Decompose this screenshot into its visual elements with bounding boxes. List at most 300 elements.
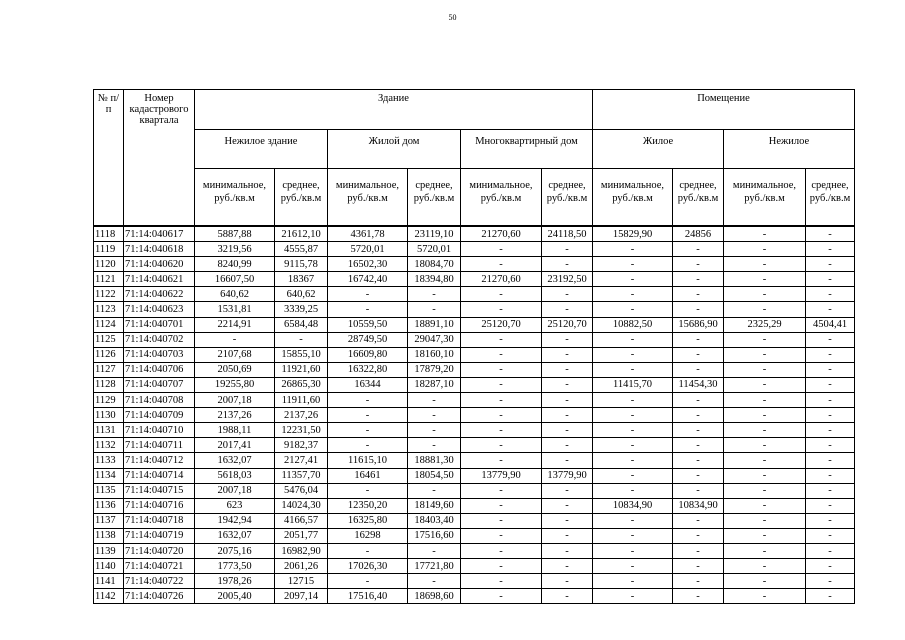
nonres-building-avg-cell: 2061,26 [275, 559, 328, 574]
cadastral-number-cell: 71:14:040726 [124, 589, 195, 604]
apartment-min-cell: - [461, 513, 542, 528]
res-house-avg-cell: 18394,80 [408, 272, 461, 287]
table-row [94, 272, 855, 287]
res-premises-min-cell: - [593, 287, 673, 302]
row-number-cell: 1122 [94, 287, 124, 302]
nonres-premises-avg-cell: - [806, 438, 855, 453]
nonres-premises-min-cell: - [724, 589, 806, 604]
group-premises-header: Помещение [593, 90, 855, 130]
nonres-premises-min-cell: - [724, 393, 806, 408]
nonres-building-avg-cell: 6584,48 [275, 317, 328, 332]
cadastral-number-cell: 71:14:040714 [124, 468, 195, 483]
row-number-cell: 1139 [94, 543, 124, 558]
row-number-cell: 1131 [94, 423, 124, 438]
avg-price-header: среднее, руб./кв.м [673, 169, 724, 227]
nonres-premises-min-cell: - [724, 543, 806, 558]
nonres-building-min-cell: 5887,88 [195, 226, 275, 242]
res-house-min-cell: - [328, 423, 408, 438]
nonres-building-avg-cell: 9182,37 [275, 438, 328, 453]
apartment-avg-cell: - [542, 408, 593, 423]
res-house-min-cell: - [328, 438, 408, 453]
res-premises-avg-cell: - [673, 453, 724, 468]
min-price-header: минимальное, руб./кв.м [724, 169, 806, 227]
apartment-min-cell: - [461, 574, 542, 589]
nonres-premises-avg-cell: - [806, 528, 855, 543]
res-house-min-cell: 16609,80 [328, 347, 408, 362]
cadastral-number-cell: 71:14:040706 [124, 362, 195, 377]
nonres-premises-min-cell: - [724, 226, 806, 242]
res-premises-min-cell: - [593, 257, 673, 272]
col-number-header: № п/п [94, 90, 124, 227]
res-premises-avg-cell: - [673, 257, 724, 272]
table-body [94, 226, 855, 604]
apartment-min-cell: - [461, 332, 542, 347]
apartment-avg-cell: 25120,70 [542, 317, 593, 332]
res-house-avg-cell: 17879,20 [408, 362, 461, 377]
apartment-min-cell: - [461, 287, 542, 302]
res-house-avg-cell: 18149,60 [408, 498, 461, 513]
table-row [94, 347, 855, 362]
nonres-building-min-cell: 2007,18 [195, 483, 275, 498]
nonres-premises-avg-cell: - [806, 257, 855, 272]
nonres-premises-min-cell: - [724, 559, 806, 574]
nonres-building-min-cell: 2137,26 [195, 408, 275, 423]
nonres-building-min-cell: 2107,68 [195, 347, 275, 362]
table-row [94, 226, 855, 242]
min-price-header: минимальное, руб./кв.м [461, 169, 542, 227]
res-premises-avg-cell: - [673, 438, 724, 453]
table-row [94, 362, 855, 377]
nonres-building-min-cell: 2007,18 [195, 393, 275, 408]
res-premises-min-cell: - [593, 453, 673, 468]
nonres-building-min-cell: 3219,56 [195, 242, 275, 257]
avg-price-header: среднее, руб./кв.м [408, 169, 461, 227]
nonres-premises-min-cell: - [724, 347, 806, 362]
nonres-building-min-cell: 1773,50 [195, 559, 275, 574]
nonres-premises-min-cell: - [724, 483, 806, 498]
res-house-min-cell: - [328, 483, 408, 498]
table-row [94, 257, 855, 272]
row-number-cell: 1135 [94, 483, 124, 498]
cadastral-number-cell: 71:14:040712 [124, 453, 195, 468]
row-number-cell: 1126 [94, 347, 124, 362]
apartment-min-cell: 21270,60 [461, 272, 542, 287]
nonres-building-min-cell: 1978,26 [195, 574, 275, 589]
nonres-premises-min-cell: - [724, 438, 806, 453]
apartment-min-cell: - [461, 257, 542, 272]
table-row [94, 468, 855, 483]
row-number-cell: 1133 [94, 453, 124, 468]
res-house-min-cell: 12350,20 [328, 498, 408, 513]
apartment-min-cell: - [461, 453, 542, 468]
res-premises-avg-cell: - [673, 272, 724, 287]
res-premises-min-cell: - [593, 347, 673, 362]
res-premises-avg-cell: - [673, 347, 724, 362]
res-premises-avg-cell: 15686,90 [673, 317, 724, 332]
apartment-avg-cell: 13779,90 [542, 468, 593, 483]
res-premises-avg-cell: - [673, 528, 724, 543]
res-house-min-cell: 16325,80 [328, 513, 408, 528]
page-number: 50 [448, 13, 457, 22]
res-house-min-cell: 4361,78 [328, 226, 408, 242]
sub-residential-house-header: Жилой дом [328, 130, 461, 169]
cadastral-number-cell: 71:14:040623 [124, 302, 195, 317]
res-premises-min-cell: - [593, 543, 673, 558]
res-premises-avg-cell: - [673, 559, 724, 574]
res-house-avg-cell: 5720,01 [408, 242, 461, 257]
res-premises-min-cell: - [593, 438, 673, 453]
res-house-avg-cell: 18054,50 [408, 468, 461, 483]
cadastral-number-cell: 71:14:040707 [124, 377, 195, 392]
apartment-avg-cell: - [542, 302, 593, 317]
res-premises-min-cell: 10882,50 [593, 317, 673, 332]
nonres-premises-avg-cell: - [806, 226, 855, 242]
table-row [94, 423, 855, 438]
row-number-cell: 1129 [94, 393, 124, 408]
cadastral-number-cell: 71:14:040721 [124, 559, 195, 574]
res-house-min-cell: - [328, 302, 408, 317]
nonres-premises-avg-cell: - [806, 468, 855, 483]
cadastral-number-cell: 71:14:040703 [124, 347, 195, 362]
apartment-min-cell: - [461, 483, 542, 498]
res-premises-avg-cell: - [673, 589, 724, 604]
nonres-building-avg-cell: 21612,10 [275, 226, 328, 242]
res-house-avg-cell: 17516,60 [408, 528, 461, 543]
res-house-min-cell: - [328, 287, 408, 302]
cadastral-number-cell: 71:14:040719 [124, 528, 195, 543]
nonres-premises-avg-cell: - [806, 513, 855, 528]
sub-nonresidential-building-header: Нежилое здание [195, 130, 328, 169]
res-premises-min-cell: - [593, 574, 673, 589]
nonres-building-min-cell: 2214,91 [195, 317, 275, 332]
cadastral-number-cell: 71:14:040618 [124, 242, 195, 257]
res-house-min-cell: 17516,40 [328, 589, 408, 604]
cadastral-number-cell: 71:14:040622 [124, 287, 195, 302]
nonres-premises-min-cell: - [724, 574, 806, 589]
nonres-premises-avg-cell: - [806, 393, 855, 408]
nonres-building-min-cell: 2075,16 [195, 543, 275, 558]
row-number-cell: 1118 [94, 226, 124, 242]
apartment-avg-cell: - [542, 589, 593, 604]
apartment-min-cell: - [461, 559, 542, 574]
nonres-premises-min-cell: - [724, 513, 806, 528]
row-number-cell: 1120 [94, 257, 124, 272]
table-row [94, 483, 855, 498]
nonres-premises-avg-cell: 4504,41 [806, 317, 855, 332]
res-house-avg-cell: 18881,30 [408, 453, 461, 468]
nonres-premises-min-cell: - [724, 287, 806, 302]
avg-price-header: среднее, руб./кв.м [806, 169, 855, 227]
cadastral-number-cell: 71:14:040702 [124, 332, 195, 347]
res-house-avg-cell: 23119,10 [408, 226, 461, 242]
res-premises-avg-cell: - [673, 242, 724, 257]
row-number-cell: 1136 [94, 498, 124, 513]
apartment-min-cell: - [461, 393, 542, 408]
row-number-cell: 1124 [94, 317, 124, 332]
nonres-building-min-cell: 16607,50 [195, 272, 275, 287]
cadastral-number-cell: 71:14:040620 [124, 257, 195, 272]
cadastral-number-cell: 71:14:040722 [124, 574, 195, 589]
sub-apartment-building-header: Многоквартирный дом [461, 130, 593, 169]
nonres-building-avg-cell: 2051,77 [275, 528, 328, 543]
apartment-min-cell: - [461, 408, 542, 423]
nonres-premises-avg-cell: - [806, 332, 855, 347]
apartment-min-cell: 25120,70 [461, 317, 542, 332]
res-house-min-cell: 28749,50 [328, 332, 408, 347]
res-house-avg-cell: - [408, 423, 461, 438]
res-premises-min-cell: - [593, 272, 673, 287]
res-house-avg-cell: 18698,60 [408, 589, 461, 604]
apartment-avg-cell: - [542, 347, 593, 362]
table-row [94, 287, 855, 302]
apartment-avg-cell: - [542, 393, 593, 408]
nonres-building-min-cell: 2050,69 [195, 362, 275, 377]
nonres-premises-min-cell: - [724, 528, 806, 543]
table-row [94, 393, 855, 408]
nonres-premises-min-cell: - [724, 468, 806, 483]
table-row [94, 453, 855, 468]
nonres-building-avg-cell: 16982,90 [275, 543, 328, 558]
nonres-building-min-cell: 1531,81 [195, 302, 275, 317]
apartment-avg-cell: - [542, 377, 593, 392]
nonres-premises-min-cell: - [724, 423, 806, 438]
res-house-min-cell: 5720,01 [328, 242, 408, 257]
nonres-premises-min-cell: - [724, 453, 806, 468]
res-house-avg-cell: - [408, 574, 461, 589]
res-house-min-cell: 17026,30 [328, 559, 408, 574]
nonres-building-min-cell: - [195, 332, 275, 347]
res-house-min-cell: 16742,40 [328, 272, 408, 287]
nonres-premises-avg-cell: - [806, 423, 855, 438]
res-house-min-cell: 16344 [328, 377, 408, 392]
res-house-min-cell: - [328, 408, 408, 423]
nonres-premises-avg-cell: - [806, 362, 855, 377]
res-house-avg-cell: - [408, 438, 461, 453]
nonres-premises-avg-cell: - [806, 498, 855, 513]
nonres-building-min-cell: 623 [195, 498, 275, 513]
res-house-min-cell: 16298 [328, 528, 408, 543]
nonres-building-avg-cell: 15855,10 [275, 347, 328, 362]
table-row [94, 528, 855, 543]
apartment-min-cell: - [461, 347, 542, 362]
res-house-min-cell: 16461 [328, 468, 408, 483]
nonres-building-avg-cell: 2127,41 [275, 453, 328, 468]
apartment-avg-cell: 23192,50 [542, 272, 593, 287]
res-premises-min-cell: - [593, 423, 673, 438]
nonres-building-avg-cell: 2097,14 [275, 589, 328, 604]
table-row [94, 498, 855, 513]
apartment-avg-cell: - [542, 498, 593, 513]
nonres-premises-avg-cell: - [806, 242, 855, 257]
table-row [94, 589, 855, 604]
table-row [94, 438, 855, 453]
nonres-building-avg-cell: 4555,87 [275, 242, 328, 257]
res-premises-avg-cell: 10834,90 [673, 498, 724, 513]
row-number-cell: 1119 [94, 242, 124, 257]
nonres-building-avg-cell: 640,62 [275, 287, 328, 302]
res-premises-min-cell: 15829,90 [593, 226, 673, 242]
cadastral-number-cell: 71:14:040715 [124, 483, 195, 498]
avg-price-header: среднее, руб./кв.м [275, 169, 328, 227]
res-premises-min-cell: - [593, 302, 673, 317]
nonres-building-avg-cell: 11357,70 [275, 468, 328, 483]
nonres-building-min-cell: 5618,03 [195, 468, 275, 483]
res-house-avg-cell: 18084,70 [408, 257, 461, 272]
nonres-premises-avg-cell: - [806, 453, 855, 468]
nonres-premises-min-cell: - [724, 302, 806, 317]
apartment-min-cell: - [461, 377, 542, 392]
nonres-premises-min-cell: - [724, 242, 806, 257]
res-house-avg-cell: 18287,10 [408, 377, 461, 392]
apartment-min-cell: - [461, 242, 542, 257]
res-premises-min-cell: - [593, 589, 673, 604]
min-price-header: минимальное, руб./кв.м [328, 169, 408, 227]
nonres-building-avg-cell: 12231,50 [275, 423, 328, 438]
res-premises-min-cell: - [593, 408, 673, 423]
row-number-cell: 1130 [94, 408, 124, 423]
apartment-min-cell: - [461, 438, 542, 453]
nonres-premises-avg-cell: - [806, 377, 855, 392]
nonres-premises-avg-cell: - [806, 483, 855, 498]
row-number-cell: 1132 [94, 438, 124, 453]
group-building-header: Здание [195, 90, 593, 130]
nonres-building-min-cell: 640,62 [195, 287, 275, 302]
cadastral-number-cell: 71:14:040720 [124, 543, 195, 558]
table-row [94, 543, 855, 558]
table-row [94, 559, 855, 574]
apartment-avg-cell: - [542, 332, 593, 347]
row-number-cell: 1140 [94, 559, 124, 574]
res-premises-avg-cell: - [673, 332, 724, 347]
nonres-premises-min-cell: 2325,29 [724, 317, 806, 332]
apartment-avg-cell: - [542, 257, 593, 272]
res-premises-avg-cell: 11454,30 [673, 377, 724, 392]
cadastral-number-cell: 71:14:040617 [124, 226, 195, 242]
res-house-min-cell: 16322,80 [328, 362, 408, 377]
res-house-avg-cell: - [408, 408, 461, 423]
apartment-min-cell: - [461, 362, 542, 377]
col-cadastral-header: Номер кадастрового квартала [124, 90, 195, 227]
nonres-building-min-cell: 8240,99 [195, 257, 275, 272]
row-number-cell: 1128 [94, 377, 124, 392]
res-premises-avg-cell: - [673, 543, 724, 558]
table-row [94, 513, 855, 528]
res-premises-min-cell: 10834,90 [593, 498, 673, 513]
nonres-building-min-cell: 1988,11 [195, 423, 275, 438]
res-premises-min-cell: - [593, 559, 673, 574]
nonres-building-avg-cell: 2137,26 [275, 408, 328, 423]
res-premises-avg-cell: - [673, 423, 724, 438]
nonres-premises-avg-cell: - [806, 589, 855, 604]
res-premises-min-cell: - [593, 393, 673, 408]
res-house-avg-cell: - [408, 483, 461, 498]
res-premises-avg-cell: 24856 [673, 226, 724, 242]
row-number-cell: 1125 [94, 332, 124, 347]
nonres-building-avg-cell: 4166,57 [275, 513, 328, 528]
res-house-min-cell: 11615,10 [328, 453, 408, 468]
table-row [94, 242, 855, 257]
nonres-premises-avg-cell: - [806, 287, 855, 302]
res-premises-avg-cell: - [673, 408, 724, 423]
apartment-avg-cell: - [542, 438, 593, 453]
res-house-min-cell: - [328, 393, 408, 408]
res-house-avg-cell: 18891,10 [408, 317, 461, 332]
apartment-min-cell: - [461, 589, 542, 604]
cadastral-number-cell: 71:14:040621 [124, 272, 195, 287]
row-number-cell: 1138 [94, 528, 124, 543]
res-premises-min-cell: 11415,70 [593, 377, 673, 392]
res-premises-min-cell: - [593, 242, 673, 257]
res-house-avg-cell: 17721,80 [408, 559, 461, 574]
res-premises-avg-cell: - [673, 574, 724, 589]
nonres-building-min-cell: 19255,80 [195, 377, 275, 392]
table-row [94, 302, 855, 317]
row-number-cell: 1142 [94, 589, 124, 604]
res-house-avg-cell: 18160,10 [408, 347, 461, 362]
res-house-min-cell: - [328, 543, 408, 558]
res-premises-avg-cell: - [673, 513, 724, 528]
nonres-building-avg-cell: 5476,04 [275, 483, 328, 498]
nonres-building-min-cell: 1942,94 [195, 513, 275, 528]
row-number-cell: 1127 [94, 362, 124, 377]
row-number-cell: 1141 [94, 574, 124, 589]
apartment-avg-cell: 24118,50 [542, 226, 593, 242]
min-price-header: минимальное, руб./кв.м [195, 169, 275, 227]
cadastral-number-cell: 71:14:040718 [124, 513, 195, 528]
nonres-premises-min-cell: - [724, 408, 806, 423]
apartment-min-cell: - [461, 302, 542, 317]
row-number-cell: 1121 [94, 272, 124, 287]
nonres-building-min-cell: 1632,07 [195, 528, 275, 543]
nonres-building-min-cell: 2017,41 [195, 438, 275, 453]
nonres-premises-avg-cell: - [806, 574, 855, 589]
table-row [94, 332, 855, 347]
res-premises-avg-cell: - [673, 302, 724, 317]
res-premises-min-cell: - [593, 362, 673, 377]
res-premises-min-cell: - [593, 483, 673, 498]
sub-nonresidential-header: Нежилое [724, 130, 855, 169]
table-row [94, 574, 855, 589]
table-row [94, 317, 855, 332]
res-house-avg-cell: - [408, 287, 461, 302]
nonres-premises-avg-cell: - [806, 559, 855, 574]
res-house-min-cell: 10559,50 [328, 317, 408, 332]
nonres-premises-avg-cell: - [806, 272, 855, 287]
apartment-avg-cell: - [542, 483, 593, 498]
apartment-avg-cell: - [542, 423, 593, 438]
cadastral-number-cell: 71:14:040709 [124, 408, 195, 423]
nonres-premises-min-cell: - [724, 362, 806, 377]
nonres-building-avg-cell: 26865,30 [275, 377, 328, 392]
row-number-cell: 1123 [94, 302, 124, 317]
nonres-building-avg-cell: 18367 [275, 272, 328, 287]
res-house-avg-cell: - [408, 543, 461, 558]
nonres-premises-avg-cell: - [806, 302, 855, 317]
res-house-avg-cell: - [408, 302, 461, 317]
apartment-avg-cell: - [542, 559, 593, 574]
nonres-building-avg-cell: - [275, 332, 328, 347]
nonres-building-avg-cell: 11911,60 [275, 393, 328, 408]
min-price-header: минимальное, руб./кв.м [593, 169, 673, 227]
nonres-premises-min-cell: - [724, 257, 806, 272]
res-premises-avg-cell: - [673, 287, 724, 302]
apartment-avg-cell: - [542, 528, 593, 543]
res-premises-min-cell: - [593, 513, 673, 528]
nonres-premises-min-cell: - [724, 272, 806, 287]
apartment-min-cell: - [461, 423, 542, 438]
sub-residential-header: Жилое [593, 130, 724, 169]
apartment-avg-cell: - [542, 287, 593, 302]
